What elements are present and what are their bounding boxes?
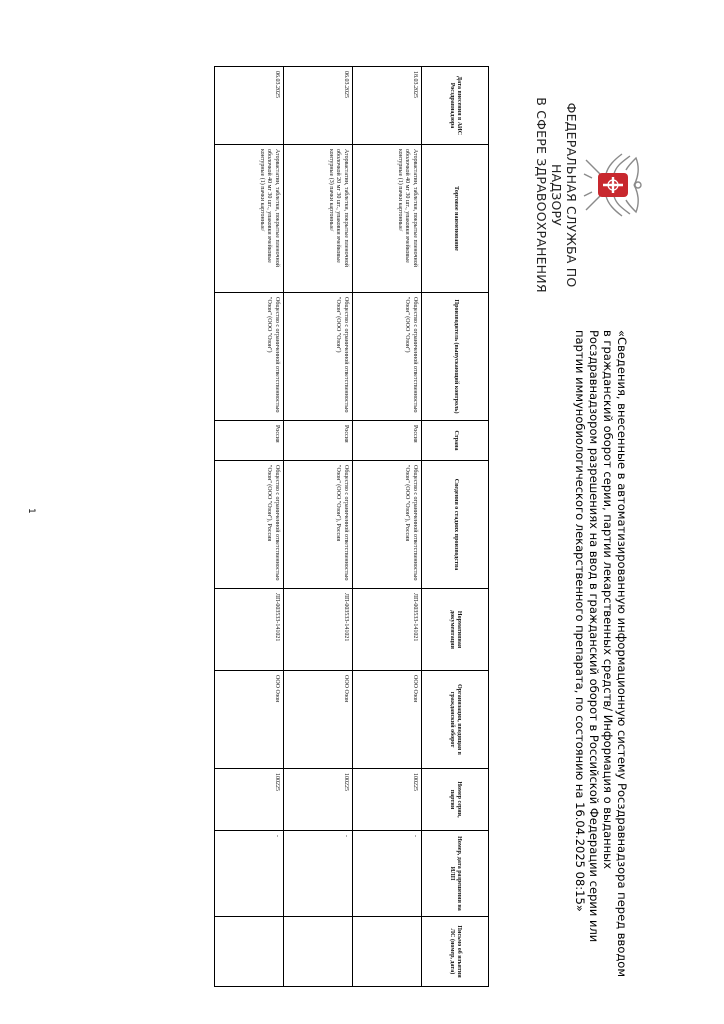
page-number: 1	[26, 508, 36, 514]
cell-date: 18.03.2025	[353, 67, 422, 145]
cell-batch: 100225	[353, 769, 422, 831]
cell-country: Россия	[284, 421, 353, 461]
cell-batch: 100225	[284, 769, 353, 831]
cell-withdrawal-letter	[215, 917, 284, 987]
cell-normative-doc: ЛП-003533-141021	[284, 589, 353, 671]
cell-trade-name: Аторвастатин, таблетки, покрытые пленочной оболочкой 40 мг 30 шт., упаковки ячейковые контурные (1) пачки картонные/	[215, 145, 284, 293]
table-row	[215, 67, 284, 987]
cell-withdrawal-letter	[353, 917, 422, 987]
emblem-icon	[582, 148, 644, 222]
cell-country: Россия	[215, 421, 284, 461]
col-header-stages: Сведения о стадиях производства	[422, 461, 489, 589]
col-header-trade-name: Торговое наименование	[422, 145, 489, 293]
document-title: «Сведения, внесенные в автоматизированную информационную систему Росздравнадзора перед вводом в гражданский оборот серии, партии лекарственных средств/ Информация о выданных Росздравнадзором разрешениях на ввод в гражданский оборот в Российской Федерации серии или партии иммунобиологического лекарственного препарата, по состоянию на 16.04.2025 08:15»	[573, 330, 629, 978]
cell-manufacturer: Общество с ограниченной ответственностью "Озон" (ООО "Озон")	[353, 293, 422, 421]
table-row	[353, 67, 422, 987]
col-header-normative-doc: Нормативная документация	[422, 589, 489, 671]
cell-permit: -	[284, 831, 353, 917]
cell-permit: -	[215, 831, 284, 917]
cell-organization: ООО Озон	[215, 671, 284, 769]
cell-manufacturer: Общество с ограниченной ответственностью "Озон" (ООО "Озон")	[215, 293, 284, 421]
cell-organization: ООО Озон	[353, 671, 422, 769]
agency-line-1: ФЕДЕРАЛЬНАЯ СЛУЖБА ПО НАДЗОРУ	[549, 102, 579, 288]
agency-line-2: В СФЕРЕ ЗДРАВООХРАНЕНИЯ	[534, 97, 549, 293]
cell-normative-doc: ЛП-003533-141021	[353, 589, 422, 671]
cell-date: 06.03.2025	[215, 67, 284, 145]
table-header-row	[422, 67, 489, 987]
agency-name	[534, 85, 579, 305]
cell-organization: ООО Озон	[284, 671, 353, 769]
cell-manufacturer: Общество с ограниченной ответственностью "Озон" (ООО "Озон")	[284, 293, 353, 421]
registry-table	[214, 66, 489, 987]
cell-withdrawal-letter	[284, 917, 353, 987]
col-header-manufacturer: Производитель (выпускающий контроль)	[422, 293, 489, 421]
cell-batch: 100225	[215, 769, 284, 831]
col-header-organization: Организация, вводящая в гражданский оборот	[422, 671, 489, 769]
cell-normative-doc: ЛП-003533-141021	[215, 589, 284, 671]
col-header-withdrawal-letter: Письмо об изъятии ЛС (номер, дата)	[422, 917, 489, 987]
table-row	[284, 67, 353, 987]
cell-stages: Общество с ограниченной ответственностью "Озон" (ООО "Озон"), Россия	[353, 461, 422, 589]
cell-permit: -	[353, 831, 422, 917]
cell-stages: Общество с ограниченной ответственностью "Озон" (ООО "Озон"), Россия	[215, 461, 284, 589]
col-header-permit: Номер, дата разрешения на ИЛП	[422, 831, 489, 917]
cell-trade-name: Аторвастатин, таблетки, покрытые пленочной оболочкой 40 мг 30 шт., упаковки ячейковые контурные (1) пачки картонные/	[353, 145, 422, 293]
cell-date: 06.03.2025	[284, 67, 353, 145]
col-header-country: Страна	[422, 421, 489, 461]
col-header-batch: Номер серии, партии	[422, 769, 489, 831]
cell-trade-name: Аторвастатин, таблетки, покрытые пленочной оболочкой 20 мг 30 шт., упаковки ячейковые контурные (3) пачки картонные/	[284, 145, 353, 293]
col-header-date: Дата внесения в АИС Росздравнадзора	[422, 67, 489, 145]
cell-country: Россия	[353, 421, 422, 461]
cell-stages: Общество с ограниченной ответственностью "Озон" (ООО "Озон"), Россия	[284, 461, 353, 589]
